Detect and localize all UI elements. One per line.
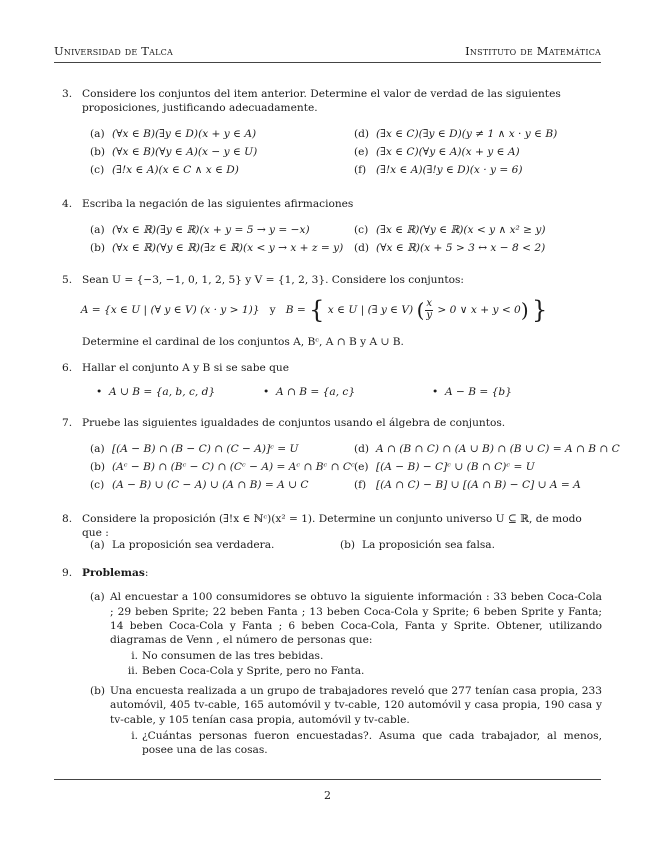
roman-item (131, 649, 602, 663)
problem-3 (62, 87, 602, 176)
right-paren: ) (520, 298, 529, 322)
roman-item (127, 664, 602, 678)
item-formula: (∃x ∈ ℝ)(∀y ∈ ℝ)(x < y ∧ x² ≥ y) (376, 224, 546, 236)
item-row (90, 127, 600, 145)
connector-word: y (269, 304, 276, 316)
item-formula: (∀x ∈ ℝ)(∃y ∈ ℝ)(x + y = 5 → y = −x) (112, 224, 310, 236)
problem-6 (62, 361, 602, 403)
item-formula: (∃!x ∈ A)(∃!y ∈ D)(x · y = 6) (376, 164, 523, 176)
item-formula: [(A − B) ∩ (B − C) ∩ (C − A)]ᶜ = U (112, 443, 299, 455)
item-label: (b) (90, 685, 106, 698)
item-row (90, 241, 600, 259)
problem-number: 3. (62, 88, 73, 100)
item-formula: [(A ∩ C) − B] ∪ [(A ∩ B) − C] ∪ A = A (376, 479, 581, 491)
item-formula: (∀x ∈ B)(∀y ∈ A)(x − y ∈ U) (112, 146, 258, 158)
item-row (90, 163, 600, 181)
problem-5-question (62, 335, 602, 349)
item-label: (c) (90, 164, 105, 176)
set-a-definition: A = {x ∈ U | (∀ y ∈ V) (x · y > 1)} (80, 304, 260, 316)
problem-5 (62, 273, 602, 287)
page-header (54, 44, 601, 60)
item-grid (90, 538, 600, 556)
problem-statement: Considere los conjuntos del item anterior. Determine el valor de verdad de las siguientes proposiciones, justificando adecuadamente. (82, 88, 561, 115)
problem-statement: Considere la proposición (∃!x ∈ ℕᶜ)(x² = 1). Determine un conjunto universo U ⊆ ℝ, de modo que : (82, 513, 582, 540)
set-b-condition: > 0 ∨ x + y < 0 (437, 304, 521, 316)
problem-8 (62, 512, 602, 551)
fraction-numerator: x (426, 298, 433, 309)
bullet-item: • A − B = {b} (432, 386, 512, 399)
bullet-item: • A ∩ B = {a, c} (263, 386, 356, 399)
item-grid (90, 223, 600, 259)
item-label: (d) (354, 242, 370, 254)
roman-text: No consumen de las tres bebidas. (142, 650, 324, 663)
problem-question: Determine el cardinal de los conjuntos A, Bᶜ, A ∩ B y A ∪ B. (82, 336, 404, 348)
problem-number: 9. (62, 567, 73, 579)
item-formula: (∀x ∈ B)(∃y ∈ D)(x + y ∈ A) (112, 128, 257, 140)
problem-4 (62, 197, 602, 254)
problem-9 (62, 566, 602, 758)
item-row (90, 538, 600, 556)
item-formula: (Aᶜ − B) ∩ (Bᶜ − C) ∩ (Cᶜ − A) = Aᶜ ∩ Bᶜ ∩ Cᶜ (112, 461, 355, 473)
item-label: (b) (90, 146, 106, 158)
problem-statement: Sean U = {−3, −1, 0, 1, 2, 5} y V = {1, 2, 3}. Considere los conjuntos: (82, 274, 464, 286)
item-row (90, 145, 600, 163)
problem-statement: Escriba la negación de las siguientes afirmaciones (82, 198, 354, 210)
fraction-denominator: y (426, 309, 433, 321)
item-row (90, 223, 600, 241)
item-label: (e) (354, 146, 369, 158)
left-brace: { (309, 296, 325, 324)
problem-number: 8. (62, 513, 73, 525)
problem-number: 5. (62, 274, 73, 286)
item-formula: (∀x ∈ ℝ)(x + 5 > 3 ↔ x − 8 < 2) (376, 242, 546, 254)
item-label: (d) (354, 128, 370, 140)
item-formula: (∃x ∈ C)(∀y ∈ A)(x + y ∈ A) (376, 146, 520, 158)
item-label: (c) (90, 479, 105, 491)
item-row (90, 442, 620, 460)
header-divider (54, 62, 601, 63)
item-label: (a) (90, 591, 105, 604)
item-label: (a) (90, 224, 105, 236)
roman-text: ¿Cuántas personas fueron encuestadas?. Asuma que cada trabajador, al menos, posee una de las cosas. (142, 729, 602, 757)
item-label: (d) (354, 443, 370, 455)
roman-text: Beben Coca-Cola y Sprite, pero no Fanta. (142, 664, 365, 677)
problem-7 (62, 416, 620, 491)
roman-label: ii. (127, 664, 138, 677)
roman-label: i. (131, 650, 138, 663)
problem-number: 6. (62, 362, 73, 374)
fraction (425, 299, 433, 321)
problem-title: Problemas: (82, 567, 149, 579)
item-label: (e) (354, 461, 369, 473)
bullet-item: • A ∪ B = {a, b, c, d} (96, 386, 216, 399)
item-label: (a) (90, 128, 105, 140)
item-formula: (∃!x ∈ A)(x ∈ C ∧ x ∈ D) (112, 164, 239, 176)
item-label: (b) (340, 539, 356, 551)
subproblem-text: Al encuestar a 100 consumidores se obtuvo la siguiente información : 33 beben Coca-Cola ; 29 beben Sprite; 22 beben Fanta ; 13 beben Coca-Cola y Sprite; 6 beben Sprite y Fanta; 14 beben Coca-Cola y Fanta ; 6 beben Coca-Cola, Fanta y Sprite. Obtener, utilizando diagramas de Venn , el número de personas que: (110, 591, 602, 647)
subproblem-a (90, 590, 602, 678)
set-b-inner: x ∈ U | (∃ y ∈ V) (327, 304, 414, 316)
item-formula: (∃x ∈ C)(∃y ∈ D)(y ≠ 1 ∧ x · y ∈ B) (376, 128, 558, 140)
item-label: (a) (90, 539, 105, 551)
header-institute: Instituto de Matemática (465, 44, 601, 58)
right-brace: } (532, 296, 548, 324)
roman-label: i. (131, 729, 138, 742)
item-label: (a) (90, 443, 105, 455)
page-number: 2 (324, 789, 331, 802)
problem-number: 7. (62, 417, 73, 429)
item-label: (f) (354, 479, 367, 491)
item-formula: [(A − B) − C]ᶜ ∪ (B ∩ C)ᶜ = U (376, 461, 535, 473)
item-label: (f) (354, 164, 367, 176)
problem-statement: Hallar el conjunto A y B si se sabe que (82, 362, 290, 374)
footer-divider (54, 779, 601, 780)
left-paren: ( (416, 298, 425, 322)
item-grid (90, 127, 600, 181)
bullet-list (62, 385, 602, 403)
subproblem-b (90, 684, 602, 757)
problem-statement: Pruebe las siguientes igualdades de conjuntos usando el álgebra de conjuntos. (82, 417, 506, 429)
item-label: (b) (90, 461, 106, 473)
item-label: (c) (354, 224, 369, 236)
problem-number: 4. (62, 198, 73, 210)
header-university: Universidad de Talca (54, 44, 173, 58)
subproblem-text: Una encuesta realizada a un grupo de trabajadores reveló que 277 tenían casa propia, 233 automóvil, 405 tv-cable, 165 automóvil y tv-cable, 120 automóvil y casa propia, 190 casa y tv-cable, y 105 tenían casa propia, automóvil y tv-cable. (110, 685, 602, 726)
set-b-lhs: B = (285, 304, 306, 316)
item-label: (b) (90, 242, 106, 254)
item-text: La proposición sea verdadera. (112, 539, 275, 551)
roman-item (131, 729, 602, 758)
set-definitions-equation (54, 298, 574, 322)
item-formula: A ∩ (B ∩ C) ∩ (A ∪ B) ∩ (B ∪ C) = A ∩ B ∩ C (376, 443, 620, 455)
item-grid (90, 442, 620, 496)
item-row (90, 478, 600, 496)
item-formula: (∀x ∈ ℝ)(∀y ∈ ℝ)(∃z ∈ ℝ)(x < y → x + z = y) (112, 242, 344, 254)
item-text: La proposición sea falsa. (362, 539, 495, 551)
item-formula: (A − B) ∪ (C − A) ∪ (A ∩ B) = A ∪ C (112, 479, 309, 491)
item-row (90, 460, 600, 478)
